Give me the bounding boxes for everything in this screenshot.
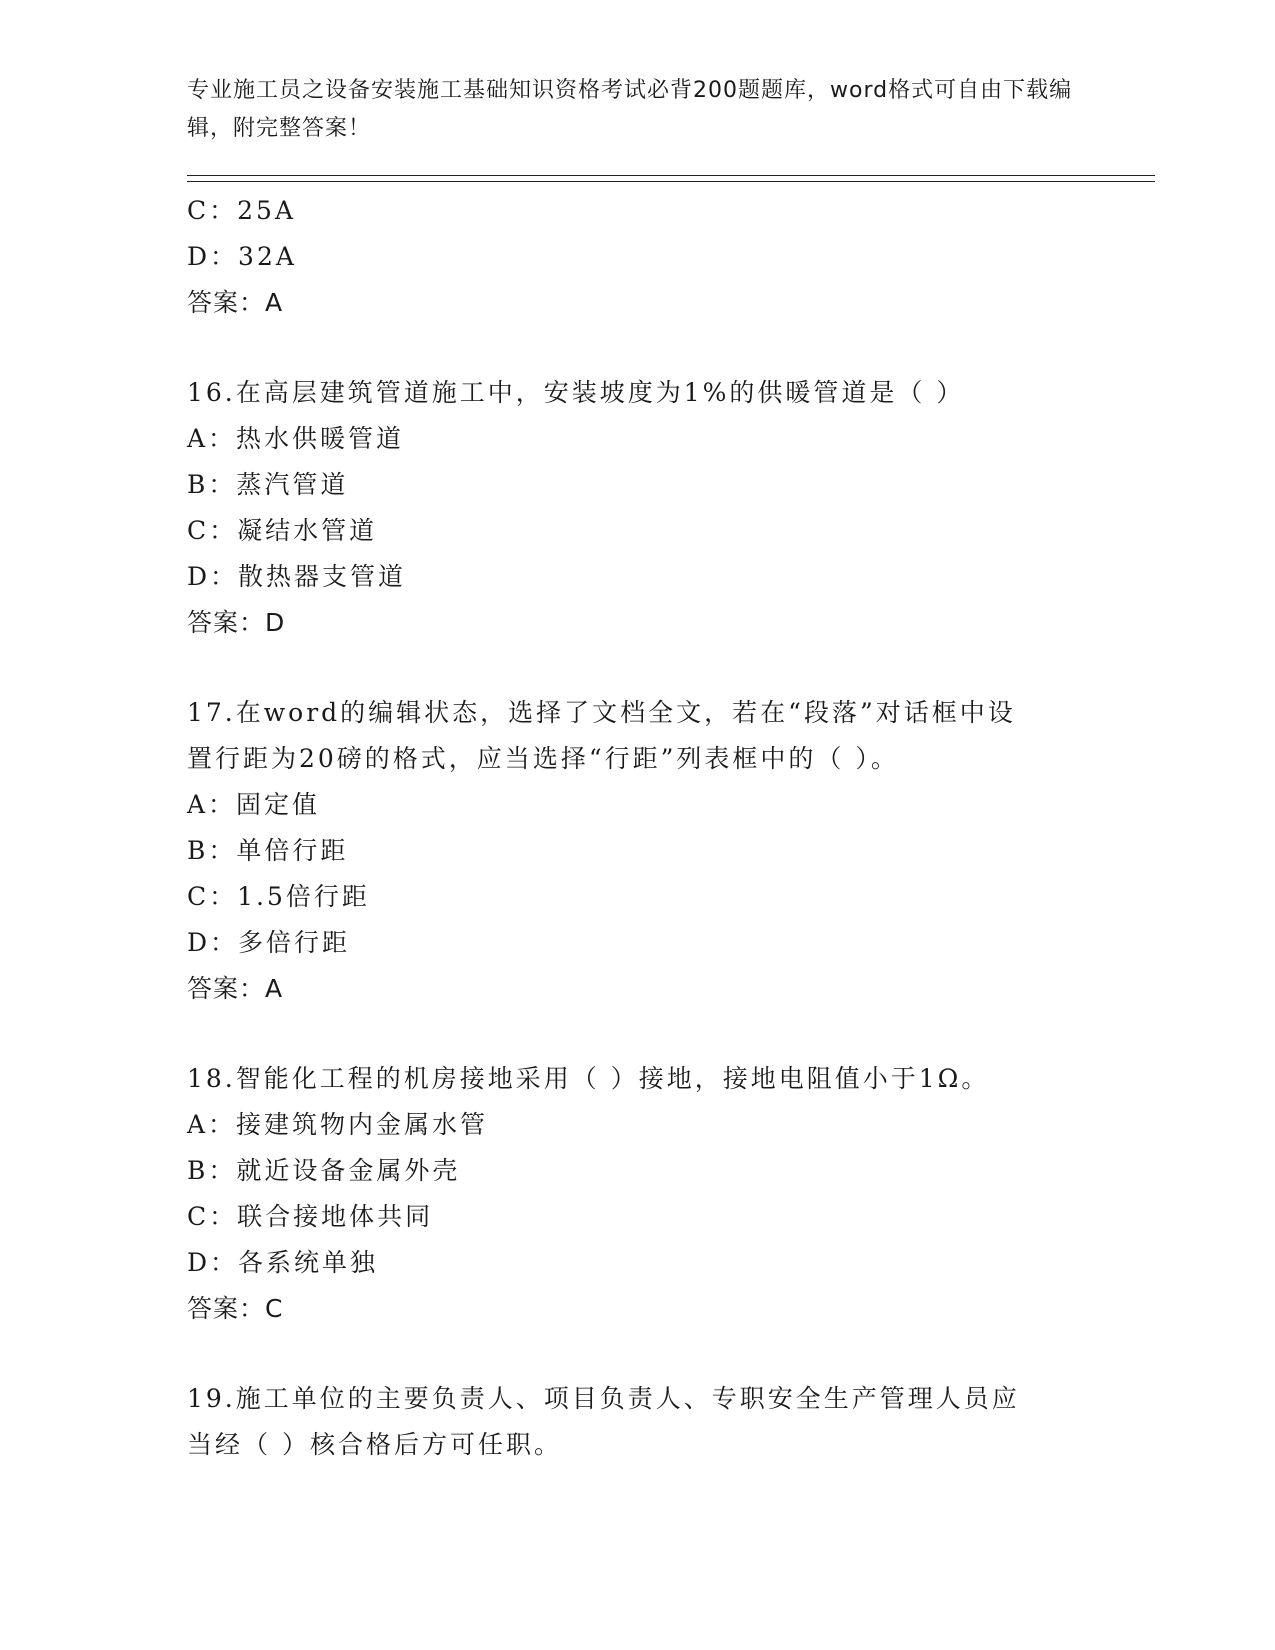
question-18: [187, 1056, 1087, 1332]
question-17: [187, 690, 1087, 1012]
option-c: C：凝结水管道: [187, 516, 378, 545]
question-text: 19.施工单位的主要负责人、项目负责人、专职安全生产管理人员应当经（ ）核合格后方可任职。: [187, 1384, 1020, 1459]
question-text: 18.智能化工程的机房接地采用（ ）接地，接地电阻值小于1Ω。: [187, 1064, 990, 1093]
option-a: A：热水供暖管道: [187, 424, 405, 453]
option-a: A：固定值: [187, 790, 321, 819]
answer-line: 答案：C: [187, 1294, 284, 1323]
option-c: C：25A: [187, 196, 296, 225]
question-19: [187, 1376, 1087, 1468]
option-c: C：联合接地体共同: [187, 1202, 434, 1231]
partial-question: [187, 188, 1087, 326]
option-b: B：蒸汽管道: [187, 470, 349, 499]
document-body: [187, 188, 1087, 1468]
document-header: [187, 72, 1087, 148]
answer-line: 答案：A: [187, 974, 284, 1003]
option-d: D：散热器支管道: [187, 562, 407, 591]
option-a: A：接建筑物内金属水管: [187, 1110, 489, 1139]
question-text: 16.在高层建筑管道施工中，安装坡度为1%的供暖管道是（ ）: [187, 378, 965, 407]
option-d: D：多倍行距: [187, 928, 351, 957]
header-divider-top: [187, 175, 1155, 176]
option-d: D：各系统单独: [187, 1248, 379, 1277]
option-b: B：单倍行距: [187, 836, 349, 865]
option-b: B：就近设备金属外壳: [187, 1156, 461, 1185]
answer-line: 答案：D: [187, 608, 286, 637]
option-d: D：32A: [187, 242, 297, 271]
header-divider-bottom: [187, 181, 1155, 182]
question-16: [187, 370, 1087, 646]
question-text: 17.在word的编辑状态，选择了文档全文，若在“段落”对话框中设置行距为20磅的格式，应当选择“行距”列表框中的（ ）。: [187, 698, 1016, 773]
document-title: 专业施工员之设备安装施工基础知识资格考试必背200题题库，word格式可自由下载编辑，附完整答案！: [187, 78, 1073, 141]
option-c: C：1.5倍行距: [187, 882, 370, 911]
answer-line: 答案：A: [187, 288, 284, 317]
